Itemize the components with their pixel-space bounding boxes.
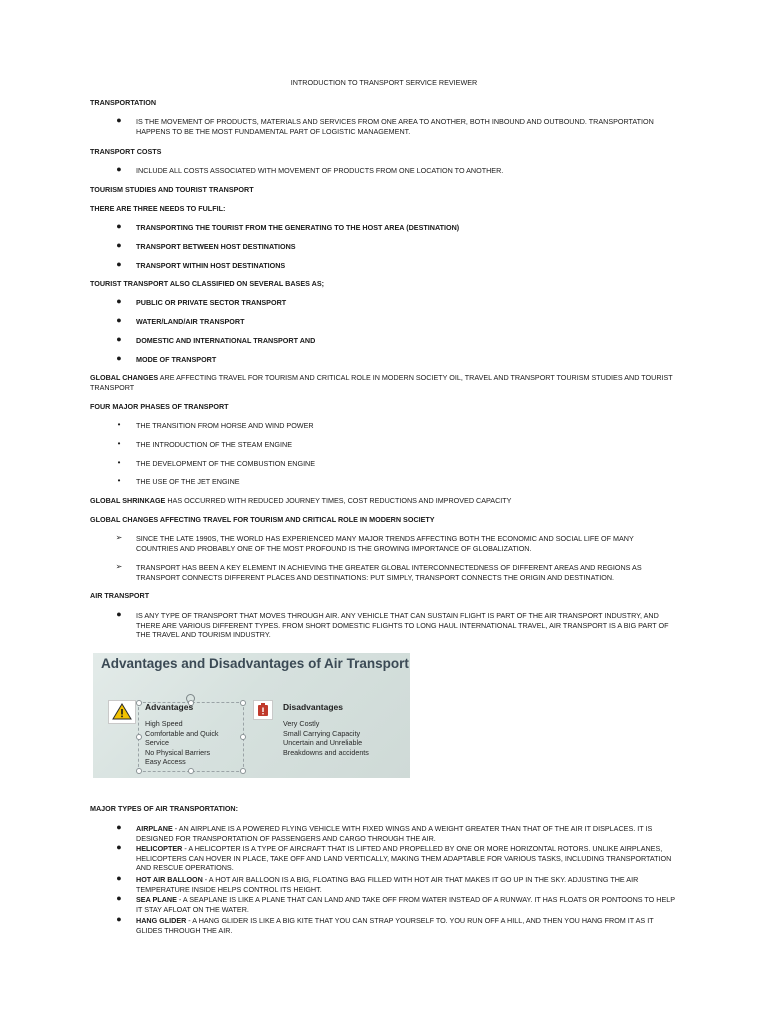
disadvantages-list [283, 719, 369, 757]
disadvantage-item: Breakdowns and accidents [283, 747, 369, 757]
resize-handle [188, 768, 194, 774]
list-item: PUBLIC OR PRIVATE SECTOR TRANSPORT [136, 298, 287, 307]
bullet-icon: • [117, 458, 121, 467]
heading-transport-costs: TRANSPORT COSTS [90, 147, 162, 156]
list-item [136, 844, 676, 873]
bullet-icon: ● [116, 334, 122, 344]
bullet-icon: ● [116, 259, 122, 269]
paragraph-global-shrinkage [90, 496, 680, 506]
air-transport-figure [93, 653, 410, 778]
resize-handle [136, 700, 142, 706]
figure-title: Advantages and Disadvantages of Air Transport [101, 656, 409, 671]
term-helicopter: HELICOPTER [136, 844, 183, 853]
bullet-icon: ● [116, 296, 122, 306]
bullet-icon: ● [116, 609, 122, 619]
heading-classified: TOURIST TRANSPORT ALSO CLASSIFIED ON SEVERAL BASES AS; [90, 279, 325, 288]
bullet-icon: ● [116, 873, 122, 883]
resize-handle [240, 768, 246, 774]
advantages-list [145, 719, 219, 767]
resize-handle [240, 700, 246, 706]
term-airplane: AIRPLANE [136, 824, 173, 833]
disadvantage-item: Uncertain and Unreliable [283, 738, 363, 748]
document-title: INTRODUCTION TO TRANSPORT SERVICE REVIEWER [290, 78, 478, 87]
bullet-icon: • [117, 439, 121, 448]
advantage-item: Service [145, 738, 169, 748]
disadvantage-item: Small Carrying Capacity [283, 728, 361, 738]
advantage-item: Easy Access [145, 757, 186, 767]
heading-tourism-studies: TOURISM STUDIES AND TOURIST TRANSPORT [90, 185, 254, 194]
term-hang-glider: HANG GLIDER [136, 916, 187, 925]
advantage-item: Comfortable and Quick [145, 728, 219, 738]
arrow-bullet-icon: ➢ [115, 533, 123, 542]
warning-icon [108, 700, 136, 724]
list-item [136, 824, 676, 843]
definition-text: - AN AIRPLANE IS A POWERED FLYING VEHICLE WITH FIXED WINGS AND A WEIGHT GREATER THAN THAT OF THE AIR IT DISPLACES. IT IS DESIGNED FOR TRANSPORTATION OF PASSENGERS AND CARGO THROUGH THE AIR. [136, 824, 653, 843]
list-item: THE INTRODUCTION OF THE STEAM ENGINE [136, 440, 293, 449]
definition-text: - A HANG GLIDER IS LIKE A BIG KITE THAT YOU CAN STRAP YOURSELF TO. YOU RUN OFF A HILL, AND THEN YOU HANG FROM IT AS IT GLIDES THROUGH THE AIR. [136, 916, 654, 935]
disadvantages-title: Disadvantages [283, 702, 343, 712]
resize-handle [240, 734, 246, 740]
term-hot-air-balloon: HOT AIR BALLOON [136, 875, 203, 884]
paragraph-text: HAS OCCURRED WITH REDUCED JOURNEY TIMES, COST REDUCTIONS AND IMPROVED CAPACITY [165, 496, 512, 505]
list-item: WATER/LAND/AIR TRANSPORT [136, 317, 245, 326]
bullet-icon: ● [116, 164, 122, 174]
bullet-icon: ● [116, 842, 122, 852]
list-item: TRANSPORT WITHIN HOST DESTINATIONS [136, 261, 286, 270]
advantages-title: Advantages [145, 702, 194, 712]
definition-text: - A HOT AIR BALLOON IS A BIG, FLOATING BAG FILLED WITH HOT AIR THAT MAKES IT GO UP IN THE SKY. ADJUSTING THE AIR TEMPERATURE INSIDE HELPS CONTROL ITS HEIGHT. [136, 875, 639, 894]
bullet-icon: ● [116, 115, 122, 125]
heading-four-phases: FOUR MAJOR PHASES OF TRANSPORT [90, 402, 229, 411]
paragraph-text: ARE AFFECTING TRAVEL FOR TOURISM AND CRITICAL ROLE IN MODERN SOCIETY OIL, TRAVEL AND TRANSPORT TOURISM STUDIES AND TOURIST TRANSPORT [90, 373, 673, 392]
definition-text: - A HELICOPTER IS A TYPE OF AIRCRAFT THAT IS LIFTED AND PROPELLED BY ONE OR MORE HORIZONTAL ROTORS. UNLIKE AIRPLANES, HELICOPTERS CAN HOVER IN PLACE, TAKE OFF AND LAND VERTICALLY, MAKING THEM ADAPTABLE FOR VARIOUS TASKS, INCLUDING TRANSPORTATION AND RESCUE OPERATIONS. [136, 844, 672, 873]
list-item: DOMESTIC AND INTERNATIONAL TRANSPORT AND [136, 336, 316, 345]
heading-major-types: MAJOR TYPES OF AIR TRANSPORTATION: [90, 804, 239, 813]
bullet-icon: ● [116, 914, 122, 924]
list-item: IS ANY TYPE OF TRANSPORT THAT MOVES THROUGH AIR. ANY VEHICLE THAT CAN SUSTAIN FLIGHT IS PART OF THE AIR TRANSPORT INDUSTRY, AND THERE ARE VARIOUS DIFFERENT TYPES. FROM SHORT DOMESTIC FLIGHTS TO LONG HAUL INTERNATIONAL TRAVEL, AIR TRANSPORT IS A BIG PART OF THE TRAVEL AND TOURISM INDUSTRY. [136, 611, 669, 640]
list-item [136, 875, 676, 894]
advantage-item: No Physical Barriers [145, 747, 211, 757]
term-global-changes: GLOBAL CHANGES [90, 373, 159, 382]
bullet-icon: ● [116, 221, 122, 231]
bullet-icon: ● [116, 893, 122, 903]
heading-global-changes-affecting: GLOBAL CHANGES AFFECTING TRAVEL FOR TOURISM AND CRITICAL ROLE IN MODERN SOCIETY [90, 515, 435, 524]
bullet-icon: ● [116, 353, 122, 363]
list-item: TRANSPORTING THE TOURIST FROM THE GENERATING TO THE HOST AREA (DESTINATION) [136, 223, 460, 232]
term-sea-plane: SEA PLANE [136, 895, 177, 904]
list-item: THE TRANSITION FROM HORSE AND WIND POWER [136, 421, 314, 430]
list-item: INCLUDE ALL COSTS ASSOCIATED WITH MOVEMENT OF PRODUCTS FROM ONE LOCATION TO ANOTHER. [136, 166, 504, 175]
disadvantage-item: Very Costly [283, 719, 320, 728]
bullet-icon: • [117, 476, 121, 485]
list-item: MODE OF TRANSPORT [136, 355, 217, 364]
paragraph-global-changes [90, 373, 680, 392]
definition-text: - A SEAPLANE IS LIKE A PLANE THAT CAN LAND AND TAKE OFF FROM WATER INSTEAD OF A RUNWAY. IT HAS FLOATS OR PONTOONS TO HELP IT STAY AFLOAT ON THE WATER. [136, 895, 675, 914]
heading-three-needs: THERE ARE THREE NEEDS TO FULFIL: [90, 204, 226, 213]
bullet-icon: ● [116, 240, 122, 250]
list-item [136, 895, 676, 914]
list-item [136, 916, 676, 935]
list-item: THE USE OF THE JET ENGINE [136, 477, 240, 486]
arrow-bullet-icon: ➢ [115, 562, 123, 571]
heading-transportation: TRANSPORTATION [90, 98, 157, 107]
bullet-icon: ● [116, 315, 122, 325]
resize-handle [136, 768, 142, 774]
list-item: THE DEVELOPMENT OF THE COMBUSTION ENGINE [136, 459, 316, 468]
advantage-item: High Speed [145, 719, 183, 728]
list-item: SINCE THE LATE 1990S, THE WORLD HAS EXPERIENCED MANY MAJOR TRENDS AFFECTING BOTH THE ECONOMIC AND SOCIAL LIFE OF MANY COUNTRIES AND PROBABLY ONE OF THE MOST PROFOUND IS THE GROWING IMPORTANCE OF GLOBALIZATION. [136, 534, 634, 553]
heading-air-transport: AIR TRANSPORT [90, 591, 150, 600]
bullet-icon: • [117, 420, 121, 429]
term-global-shrinkage: GLOBAL SHRINKAGE [90, 496, 166, 505]
disadvantage-icon [253, 700, 273, 720]
list-item: TRANSPORT BETWEEN HOST DESTINATIONS [136, 242, 296, 251]
list-item: TRANSPORT HAS BEEN A KEY ELEMENT IN ACHIEVING THE GREATER GLOBAL INTERCONNECTEDNESS OF DIFFERENT AREAS AND REGIONS AS TRANSPORT CONNECTS DIFFERENT PLACES AND DESTINATIONS: PUT SIMPLY, TRANSPORT CONNECTS THE ORIGIN AND DESTINATION. [136, 563, 642, 582]
list-item: IS THE MOVEMENT OF PRODUCTS, MATERIALS AND SERVICES FROM ONE AREA TO ANOTHER, BOTH INBOUND AND OUTBOUND. TRANSPORTATION HAPPENS TO BE THE MOST FUNDAMENTAL PART OF LOGISTIC MANAGEMENT. [136, 117, 654, 136]
bullet-icon: ● [116, 822, 122, 832]
resize-handle [136, 734, 142, 740]
